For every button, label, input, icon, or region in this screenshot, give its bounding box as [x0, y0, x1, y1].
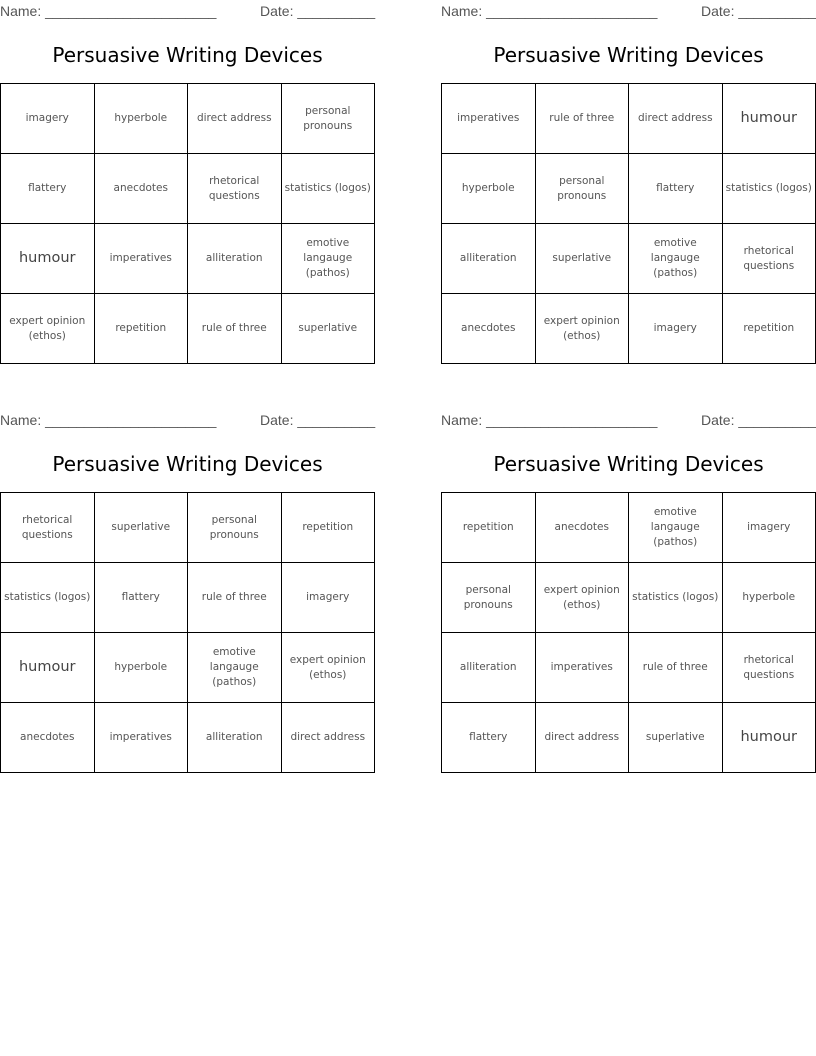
- name-field[interactable]: Name: ______________________: [441, 3, 658, 19]
- grid-cell: rule of three: [629, 633, 723, 703]
- grid-cell: repetition: [94, 294, 188, 364]
- grid-cell: emotive langauge (pathos): [629, 224, 723, 294]
- grid-row: [1, 703, 375, 773]
- grid-cell: hyperbole: [94, 633, 188, 703]
- grid-cell: anecdotes: [442, 294, 536, 364]
- grid-row: [1, 633, 375, 703]
- grid-cell: emotive langauge (pathos): [188, 633, 282, 703]
- bingo-grid: [0, 83, 375, 364]
- grid-row: [1, 493, 375, 563]
- grid-cell: anecdotes: [94, 154, 188, 224]
- grid-row: [442, 563, 816, 633]
- grid-cell: anecdotes: [535, 493, 629, 563]
- grid-cell: superlative: [535, 224, 629, 294]
- name-field[interactable]: Name: ______________________: [0, 3, 217, 19]
- grid-cell: rule of three: [535, 84, 629, 154]
- grid-cell: imagery: [629, 294, 723, 364]
- grid-cell: emotive langauge (pathos): [281, 224, 375, 294]
- grid-cell: humour: [722, 84, 816, 154]
- grid-cell: rule of three: [188, 294, 282, 364]
- grid-cell: flattery: [442, 703, 536, 773]
- grid-cell: humour: [1, 224, 95, 294]
- grid-cell: expert opinion (ethos): [281, 633, 375, 703]
- grid-row: [1, 154, 375, 224]
- grid-cell: alliteration: [442, 224, 536, 294]
- grid-cell: personal pronouns: [442, 563, 536, 633]
- grid-cell: repetition: [281, 493, 375, 563]
- grid-cell: personal pronouns: [535, 154, 629, 224]
- grid-cell: repetition: [722, 294, 816, 364]
- grid-cell: personal pronouns: [188, 493, 282, 563]
- date-field[interactable]: Date: __________: [701, 412, 816, 428]
- grid-row: [1, 84, 375, 154]
- grid-cell: hyperbole: [442, 154, 536, 224]
- grid-cell: hyperbole: [94, 84, 188, 154]
- bingo-card-4: [441, 409, 816, 774]
- grid-cell: personal pronouns: [281, 84, 375, 154]
- grid-cell: imperatives: [94, 224, 188, 294]
- grid-cell: rhetorical questions: [1, 493, 95, 563]
- grid-cell: statistics (logos): [1, 563, 95, 633]
- grid-cell: imagery: [281, 563, 375, 633]
- grid-cell: statistics (logos): [629, 563, 723, 633]
- grid-cell: imperatives: [442, 84, 536, 154]
- name-field[interactable]: Name: ______________________: [0, 412, 217, 428]
- grid-row: [1, 224, 375, 294]
- grid-row: [442, 294, 816, 364]
- grid-row: [442, 84, 816, 154]
- grid-cell: expert opinion (ethos): [535, 563, 629, 633]
- date-field[interactable]: Date: __________: [260, 412, 376, 428]
- grid-cell: superlative: [629, 703, 723, 773]
- grid-cell: imagery: [722, 493, 816, 563]
- grid-cell: alliteration: [442, 633, 536, 703]
- grid-cell: humour: [1, 633, 95, 703]
- grid-cell: alliteration: [188, 703, 282, 773]
- grid-cell: expert opinion (ethos): [1, 294, 95, 364]
- bingo-card-1: [0, 0, 375, 365]
- grid-cell: expert opinion (ethos): [535, 294, 629, 364]
- name-date-line: [441, 412, 816, 428]
- grid-cell: alliteration: [188, 224, 282, 294]
- grid-row: [442, 633, 816, 703]
- card-title: Persuasive Writing Devices: [52, 452, 323, 476]
- grid-cell: direct address: [188, 84, 282, 154]
- grid-row: [442, 493, 816, 563]
- name-date-line: [0, 3, 375, 19]
- grid-cell: flattery: [629, 154, 723, 224]
- grid-cell: imperatives: [94, 703, 188, 773]
- grid-cell: flattery: [94, 563, 188, 633]
- grid-cell: emotive langauge (pathos): [629, 493, 723, 563]
- grid-cell: hyperbole: [722, 563, 816, 633]
- bingo-card-3: [0, 409, 375, 774]
- grid-row: [442, 154, 816, 224]
- grid-cell: direct address: [281, 703, 375, 773]
- grid-row: [1, 294, 375, 364]
- card-title: Persuasive Writing Devices: [52, 43, 323, 67]
- grid-cell: superlative: [281, 294, 375, 364]
- name-date-line: [0, 412, 375, 428]
- grid-cell: rhetorical questions: [722, 224, 816, 294]
- name-field[interactable]: Name: ______________________: [441, 412, 658, 428]
- card-title: Persuasive Writing Devices: [493, 43, 764, 67]
- grid-cell: statistics (logos): [722, 154, 816, 224]
- card-title: Persuasive Writing Devices: [493, 452, 764, 476]
- grid-cell: direct address: [629, 84, 723, 154]
- grid-row: [1, 563, 375, 633]
- grid-row: [442, 224, 816, 294]
- grid-cell: superlative: [94, 493, 188, 563]
- bingo-grid: [441, 492, 816, 773]
- date-field[interactable]: Date: __________: [701, 3, 816, 19]
- grid-cell: rhetorical questions: [722, 633, 816, 703]
- grid-cell: direct address: [535, 703, 629, 773]
- grid-cell: statistics (logos): [281, 154, 375, 224]
- date-field[interactable]: Date: __________: [260, 3, 376, 19]
- grid-cell: anecdotes: [1, 703, 95, 773]
- grid-cell: rhetorical questions: [188, 154, 282, 224]
- grid-cell: rule of three: [188, 563, 282, 633]
- bingo-grid: [441, 83, 816, 364]
- grid-cell: imperatives: [535, 633, 629, 703]
- grid-cell: repetition: [442, 493, 536, 563]
- grid-cell: imagery: [1, 84, 95, 154]
- name-date-line: [441, 3, 816, 19]
- grid-row: [442, 703, 816, 773]
- bingo-grid: [0, 492, 375, 773]
- grid-cell: flattery: [1, 154, 95, 224]
- bingo-card-2: [441, 0, 816, 365]
- grid-cell: humour: [722, 703, 816, 773]
